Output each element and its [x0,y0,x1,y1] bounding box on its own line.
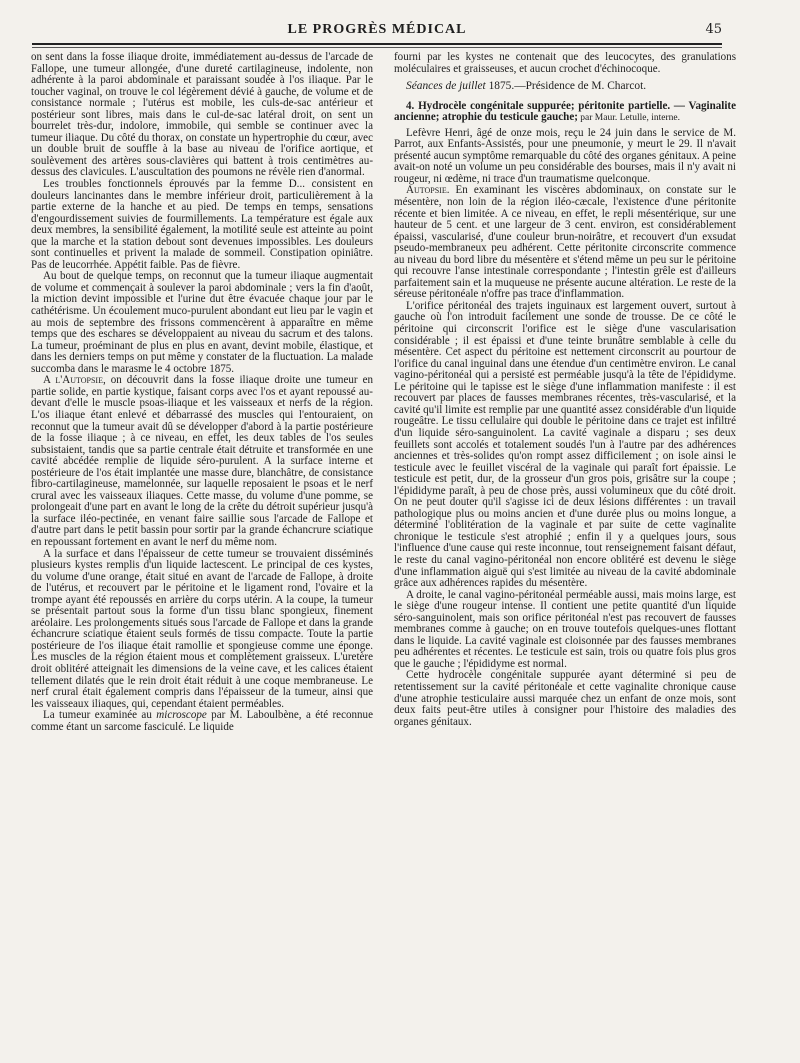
paragraph: A droite, le canal vagino-péritonéal perméable aussi, mais moins large, est le siège d'une rougeur intense. Il contient une petite quantité d'un liquide séro-sanguinolent, mais son orifice péritonéal n'est pas recouvert de fausses membranes comme à gauche; on en trouve toutefois quelques-unes flottant dans le liquide. La cavité vaginale est cloisonnée par des fausses membranes peu adhérentes et récentes. Le testicule est sain, trois ou quatre fois plus gros que le gauche ; l'épididyme est normal. [394,588,736,670]
paragraph: fourni par les kystes ne contenait que des leucocytes, des granulations moléculaires et graisseuses, et aucun crochet d'échinocoque. [394,51,736,75]
running-header [32,22,722,42]
paragraph-text: par M. Laboulbène, a été reconnue comme étant un sarcome fasciculé. Le liquide [31,709,373,733]
paragraph [394,185,736,300]
paragraph-text: En examinant les viscères abdominaux, on constate sur le mésentère, non loin de la région iléo-cæcale, l'existence d'une péritonite récente et bien limitée. A ce niveau, en effet, le repli mésentérique, sur une hauteur de 5 cent. et une largeur de 3 cent. environ, est considérablement épaissi, vascularisé, d'une couleur brun-noirâtre, et recouvert d'un exsudat pseudo-membraneux peu adhérent. Cette péritonite circonscrite commence au niveau du bord libre du mésentère et s'étend même un peu sur le péritoine qui recouvre l'anse intestinale correspondante ; l'intestin grêle est d'ailleurs parfaitement sain et la muqueuse ne présente aucune altération. Le reste de la séreuse péritonéale n'offre pas trace d'inflammation. [394,184,736,301]
right-column [394,52,736,728]
session-heading [394,81,736,93]
autopsy-label: Autopsie. [406,184,450,197]
paragraph: L'orifice péritonéal des trajets inguinaux est largement ouvert, surtout à gauche où l'on introduit facilement une sonde de trousse. De ce côté le péritoine qui circonscrit l'orifice est le siège d'une vascularisation considérable ; il est épaissi et d'une teinte brunâtre semblable à celle du mésentère. Cet aspect du péritoine est nettement circonscrit au pourtour de l'orifice du canal inguinal dans une étendue d'un centimètre environ. Le canal vagino-péritonéal qui a persisté est perméable jusqu'à la tête de l'épididyme. Le péritoine qui le tapisse est le siège d'une inflammation manifeste : il est recouvert par places de fausses membranes récentes, très-vascularisé, et la cavité qu'il limite est remplie par une quantité assez considérable d'un liquide rougeâtre. Le tissu cellulaire qui double le péritoine dans ce trajet est infiltré d'un liquide séro-sanguinolent. La cavité vaginale a disparu ; ses deux feuillets sont accolés et totalement soudés l'un à l'autre par des adhérences anciennes et très-solides qu'on rompt assez difficilement ; on isole ainsi le testicule avec le feuillet viscéral de la vaginale qui paraît fort épaissie. Le testicule est petit, dur, de la grosseur d'un gros pois, grisâtre sur la coupe ; l'épididyme paraît, à peu de chose près, aussi volumineux que du côté droit. On ne peut douter qu'il s'agisse ici de deux lésions différentes : un travail pathologique plus ou moins ancien et d'une durée plus ou moins longue, a déterminé l'oblitération de la vaginale et par suite de cette vaginalite chronique le testicule s'est atrophié ; enfin il y a quelques jours, sous l'influence d'une cause qui reste inconnue, tout renseignement faisant défaut, le reste du canal vagino-péritonéal non encore oblitéré est devenu le siège d'une inflammation aiguë qui s'est limitée au niveau de la cavité abdominale grâce aux adhérences rapides du mésentère. [394,299,737,590]
section-number: 4. [406,99,415,112]
left-column [31,52,373,733]
header-rule [32,43,722,45]
paragraph: on sent dans la fosse iliaque droite, immédiatement au-dessus de l'arcade de Fallope, une tumeur allongée, d'une dureté cartilagineuse, indolente, non adhérente à la paroi abdominale et paraissant soudée à l'os iliaque. Par le toucher vaginal, on trouve le col légèrement dévié à gauche, de volume et de consistance normale ; l'utérus est mobile, les culs-de-sac antérieur et postérieur sont libres, mais dans le cul-de-sac latéral droit, on sent un bourrelet très-dur, indolore, immobile, qui semble se continuer avec la tumeur iliaque. Du côté du thorax, on constate un hypertrophie du cœur, avec un double bruit de souffle à la base au niveau de l'orifice aortique, et soulèvement des artères sous-clavières qui battent à trois centimètres au-dessus des clavicules. L'auscultation des poumons ne révèle rien d'anormal. [31,51,373,179]
paragraph-text: on découvrit dans la fosse iliaque droite une tumeur en partie solide, en partie kystique, faisant corps avec l'os et ayant repoussé au-devant d'elle le muscle psoas-iliaque et les vaisseaux et nerfs de la région. L'os iliaque étant enlevé et débarrassé des muscles qui l'entouraient, on reconnut que la tumeur avait dû se développer d'abord à la partie postérieure de la fosse iliaque ; à ce niveau, en effet, les deux tables de l'os seules subsistaient, tandis que sa partie centrale était détruite et transformée en une cavité abcédée remplie de liquide séro-purulent. A la surface interne et postérieure de l'os était implantée une masse dure, blanchâtre, de consistance fibro-cartilagineuse, mamelonnée, sur laquelle reposaient le psoas et le nerf crural avec les vaisseaux iliaques. Cette masse, du volume d'une pomme, se prolongeait d'une part en avant le long de la crête du détroit supérieur jusqu'à la surface iléo-pectinée, en venant faire saillie sous l'arcade de Fallope et d'autre part dans le petit bassin pour sortir par la grande échancrure sciatique en repoussant fortement en avant le nerf du même nom. [31,374,373,548]
autopsy-label: A l'Autopsie, [43,374,106,387]
session-date: Séances de juillet [406,80,486,93]
paragraph: Cette hydrocèle congénitale suppurée ayant déterminé si peu de retentissement sur la cavité péritonéale et cette vaginalite chronique cause d'une atrophie testiculaire aussi marquée chez un enfant de onze mois, sont deux faits peut-être utiles à consigner pour l'histoire des maladies des organes génitaux. [394,669,736,728]
journal-title: LE PROGRÈS MÉDICAL [287,22,467,37]
paragraph: Les troubles fonctionnels éprouvés par la femme D... consistent en douleurs lancinantes dans le membre inférieur droit, particulièrement à la partie externe de la hanche et au pied. De temps en temps, sensations d'engourdissement suivies de fourmillements. La température est égale aux deux membres, la sensibilité également, la motilité seule est atteinte au point que la marche et la station debout sont devenues impossibles. Les douleurs sont continuelles et privent la malade de sommeil. Constipation opiniâtre. Pas de leucorrhée. Appétit faible. Pas de fièvre. [31,178,373,271]
section-heading: Hydrocèle congénitale suppurée; péritonite partielle. — Vaginalite ancienne; atrophie du testicule gauche; [394,99,736,124]
page-number: 45 [705,22,722,37]
section-title [394,101,736,125]
session-presidency: 1875.—Présidence de M. Charcot. [485,80,647,93]
paragraph: Lefèvre Henri, âgé de onze mois, reçu le 24 juin dans le service de M. Parrot, aux Enfants-Assistés, pour une pneumonie, y meurt le 29. Il n'avait présenté aucun symptôme remarquable du côté des organes génitaux. A peine avait-on noté un volume un peu considérable des bourses, mais il n'y avait ni rougeur, ni œdème, ni trace d'un traumatisme quelconque. [394,126,736,185]
paragraph-text: La tumeur examinée au [43,709,157,722]
italic-word: microscope [156,709,207,722]
paragraph [31,710,373,733]
header-rule-thin [32,47,722,48]
paragraph [31,375,373,548]
paragraph: A la surface et dans l'épaisseur de cette tumeur se trouvaient disséminés plusieurs kystes remplis d'un liquide lactescent. Le principal de ces kystes, du volume d'une orange, était situé en avant de l'arcade de Fallope, à droite de l'utérus, et recouvert par le péritoine et le ligament rond, l'ovaire et la trompe ayant été repoussés en arrière du corps utérin. A la coupe, la tumeur se présentait partout sous la forme d'un tissu blanc spongieux, finement aréolaire. Les prolongements situés sous l'arcade de Fallope et dans la grande échancrure sciatique étaient seuls formés de tissu compacte. Toute la partie postérieure de l'os iliaque était ramollie et spongieuse comme une éponge. Les muscles de la région étaient mous et complètement graisseux. L'uretère droit oblitéré atteignait les dimensions de la veine cave, et les calices étaient tellement dilatés que le rein droit était réduit à une coque membraneuse. Le nerf crural était également compris dans l'épaisseur de la tumeur, ainsi que les vaisseaux iliaques, qui, cependant étaient perméables. [31,547,373,710]
paragraph: Au bout de quelque temps, on reconnut que la tumeur iliaque augmentait de volume et commençait à soulever la paroi abdominale ; vers la fin d'août, la miction devint impossible et l'urine dut être évacuée chaque jour par le cathétérisme. Un écoulement muco-purulent abondant eut lieu par le vagin et au mois de septembre des frissons commencèrent à apparaître en même temps que des eschares se développaient au niveau du sacrum et des talons. La tumeur, proéminant de plus en plus en avant, devint mobile, élastique, et dans les derniers temps on put même y constater de la fluctuation. La malade succomba dans le marasme le 4 octobre 1875. [31,270,373,375]
section-author: par Maur. Letulle, interne. [577,113,680,124]
